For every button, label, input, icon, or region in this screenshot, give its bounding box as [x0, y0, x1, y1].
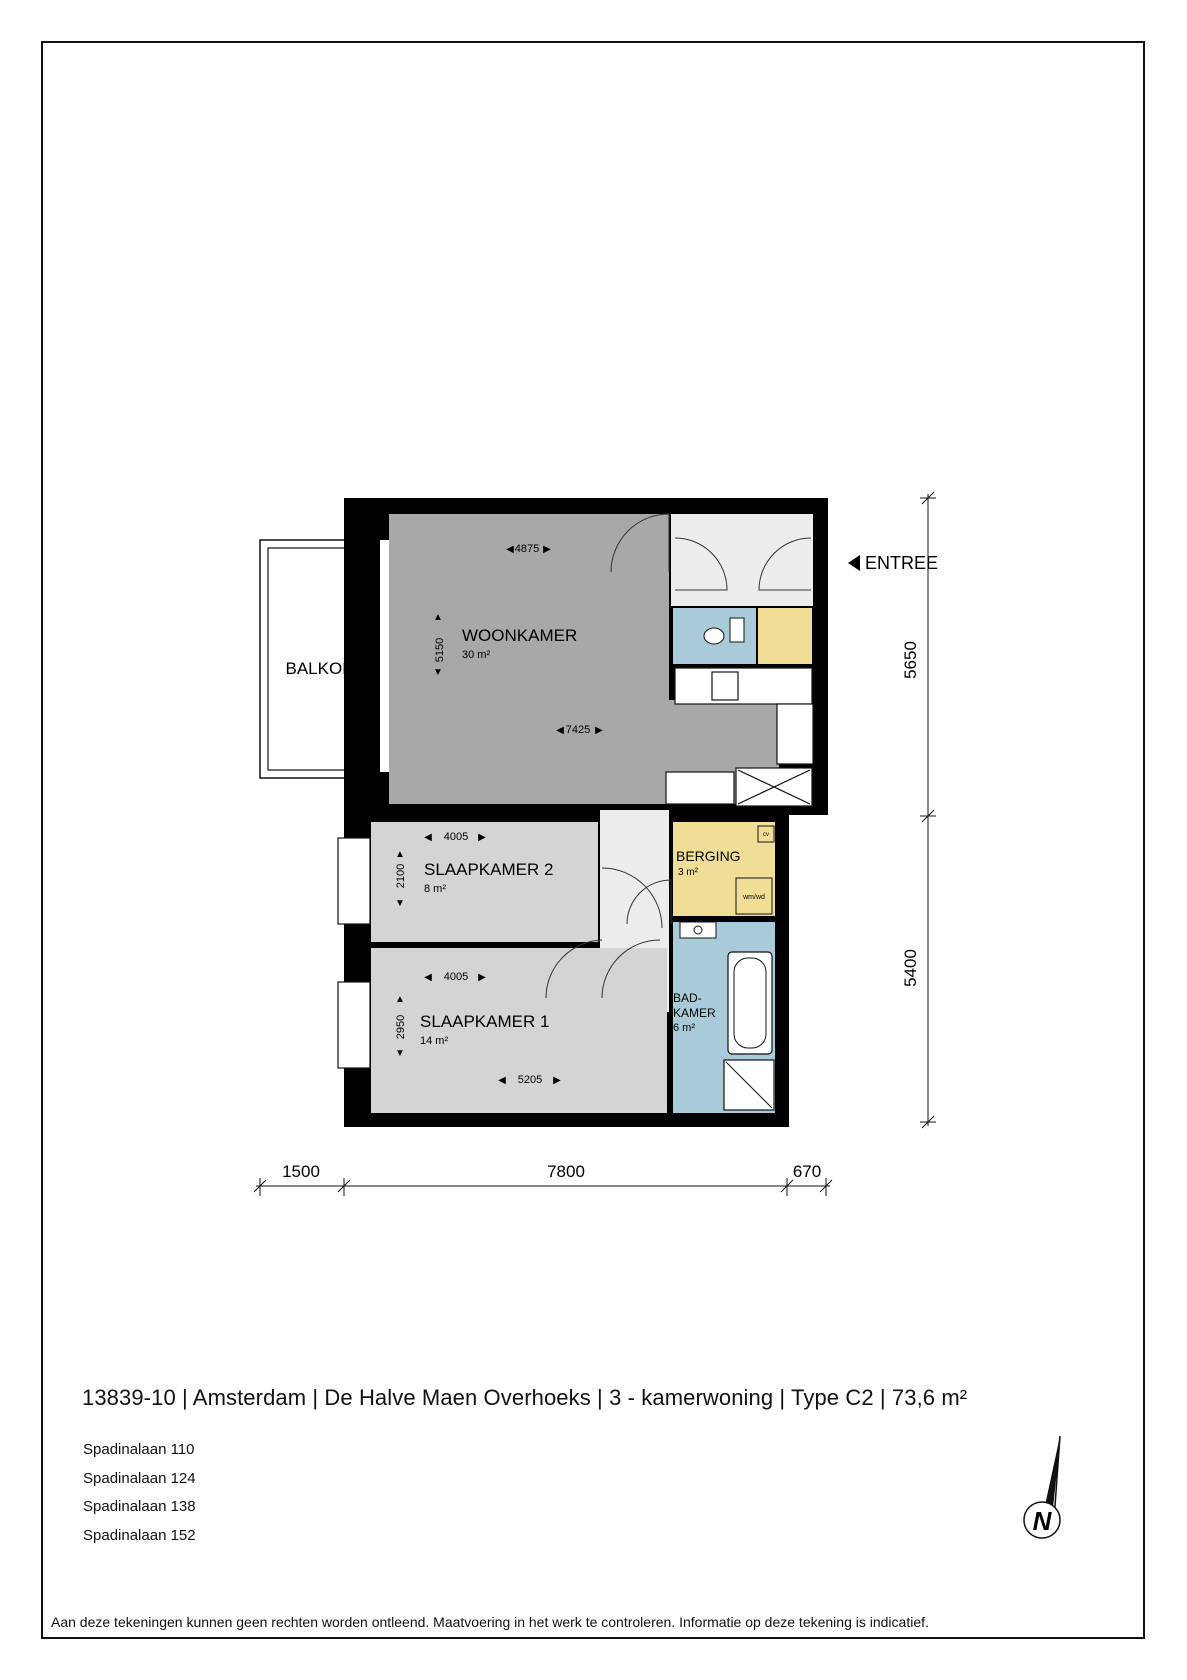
washbasin [680, 922, 716, 938]
slaapkamer1-area: 14 m² [420, 1035, 449, 1047]
woonkamer-full-label: 7425 [565, 724, 591, 736]
badkamer-label-2: KAMER [673, 1006, 716, 1020]
north-label: N [1032, 1506, 1052, 1536]
woonkamer-floor [389, 514, 669, 804]
arrow-left-icon: ◀ [556, 725, 564, 736]
berging-label: BERGING [676, 848, 741, 864]
arrow-left-icon: ◀ [424, 832, 432, 843]
slaapkamer1-depth-label: 2950 [395, 1014, 407, 1040]
badkamer-area: 6 m² [673, 1022, 695, 1034]
dimension-1500: 1500 [282, 1162, 320, 1181]
slaapkamer2-area: 8 m² [424, 883, 446, 895]
berging-area: 3 m² [678, 867, 698, 878]
arrow-down-icon: ▼ [395, 898, 405, 909]
disclaimer: Aan deze tekeningen kunnen geen rechten worden ontleend. Maatvoering in het werk te controleren. Informatie op deze tekening is indicatief. [51, 1614, 929, 1630]
bathtub [728, 952, 772, 1054]
dimension-5400: 5400 [901, 949, 920, 987]
badkamer-label-1: BAD- [673, 991, 702, 1005]
arrow-right-icon: ▶ [478, 972, 486, 983]
shower [724, 1060, 774, 1110]
entrance-arrow-icon [848, 555, 860, 571]
entrance-label: ENTREE [865, 553, 939, 573]
meter-cupboard [758, 608, 812, 664]
address-4: Spadinalaan 152 [83, 1527, 196, 1544]
arrow-down-icon: ▼ [395, 1048, 405, 1059]
address-2: Spadinalaan 124 [83, 1470, 196, 1487]
dimension-7800: 7800 [547, 1162, 585, 1181]
north-arrow-icon [1024, 1436, 1060, 1538]
arrow-right-icon: ▶ [553, 1075, 561, 1086]
arrow-right-icon: ▶ [543, 544, 551, 555]
balcony-door-zone [380, 540, 389, 772]
slaapkamer1-label: SLAAPKAMER 1 [420, 1012, 550, 1031]
horizontal-dimension [254, 1178, 832, 1196]
woonkamer-area: 30 m² [462, 649, 491, 661]
slaapkamer2-depth-label: 2100 [395, 863, 407, 889]
arrow-right-icon: ▶ [478, 832, 486, 843]
slaapkamer1-width-label: 4005 [443, 971, 469, 983]
vertical-dimension [920, 492, 936, 1128]
woonkamer-label: WOONKAMER [462, 626, 578, 645]
washer-label: wm/wd [743, 894, 765, 901]
dimension-670: 670 [792, 1162, 822, 1181]
dimension-5650: 5650 [901, 641, 920, 679]
slaapkamer2-width-label: 4005 [443, 831, 469, 843]
arrow-up-icon: ▲ [395, 849, 405, 860]
arrow-right-icon: ▶ [595, 725, 603, 736]
project-title: 13839-10 | Amsterdam | De Halve Maen Overhoeks | 3 - kamerwoning | Type C2 | 73,6 m² [82, 1385, 968, 1410]
balkon-label: BALKON [285, 659, 355, 678]
woonkamer-width-label: 4875 [514, 543, 540, 555]
entry-hall [671, 514, 813, 606]
slaapkamer1-full-label: 5205 [517, 1074, 543, 1086]
cv-label: cv [763, 832, 769, 838]
arrow-up-icon: ▲ [395, 994, 405, 1005]
address-3: Spadinalaan 138 [83, 1498, 196, 1515]
arrow-up-icon: ▲ [433, 612, 443, 623]
arrow-left-icon: ◀ [424, 972, 432, 983]
slaapkamer2-label: SLAAPKAMER 2 [424, 860, 554, 879]
arrow-left-icon: ◀ [498, 1075, 506, 1086]
woonkamer-depth-label: 5150 [434, 637, 446, 663]
address-1: Spadinalaan 110 [83, 1441, 195, 1458]
arrow-left-icon: ◀ [506, 544, 514, 555]
arrow-down-icon: ▼ [433, 667, 443, 678]
